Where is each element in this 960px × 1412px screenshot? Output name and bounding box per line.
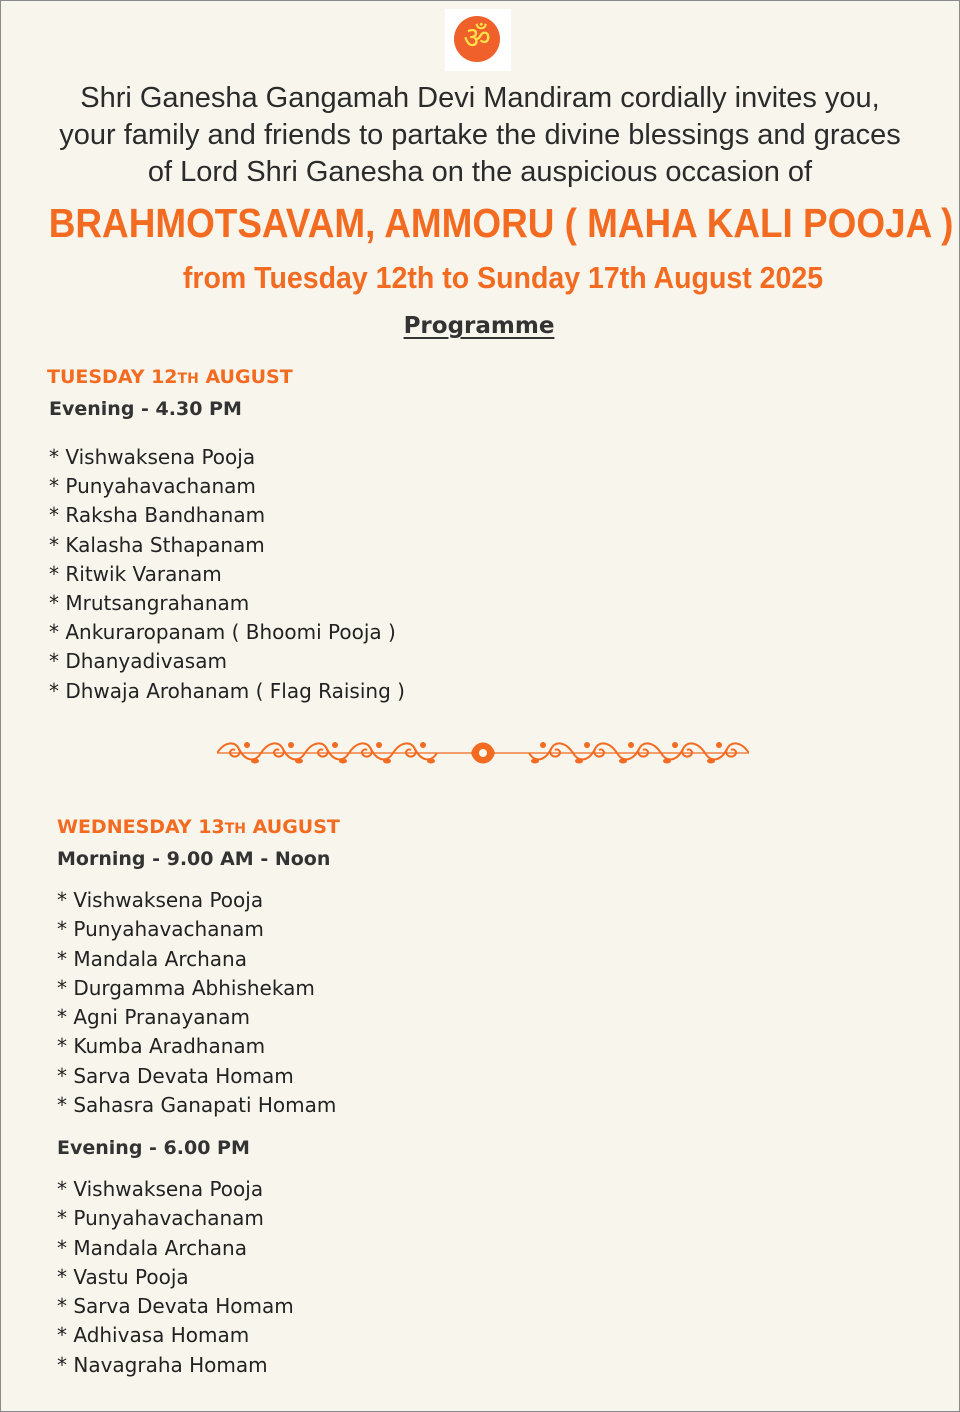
list-item: * Mandala Archana	[57, 1234, 294, 1263]
item-list-wednesday-evening	[57, 1175, 294, 1380]
day-name: WEDNESDAY 13	[57, 816, 225, 838]
list-item: * Punyahavachanam	[49, 472, 405, 501]
list-item: * Vishwaksena Pooja	[57, 1175, 294, 1204]
list-item: * Kalasha Sthapanam	[49, 531, 405, 560]
om-symbol: ॐ	[463, 21, 491, 56]
intro-line-1: Shri Ganesha Gangamah Devi Mandiram cordially invites you,	[80, 82, 880, 114]
event-title: BRAHMOTSAVAM, AMMORU ( MAHA KALI POOJA )	[48, 200, 954, 246]
invitation-text	[0, 80, 960, 191]
list-item: * Ankuraropanam ( Bhoomi Pooja )	[49, 618, 405, 647]
list-item: * Dhanyadivasam	[49, 647, 405, 676]
list-item: * Sarva Devata Homam	[57, 1062, 336, 1091]
list-item: * Vishwaksena Pooja	[57, 886, 336, 915]
programme-heading: Programme	[403, 313, 555, 339]
day-name: TUESDAY 12	[47, 366, 178, 388]
list-item: * Ritwik Varanam	[49, 560, 405, 589]
list-item: * Durgamma Abhishekam	[57, 974, 336, 1003]
day-month: AUGUST	[252, 816, 340, 838]
om-icon	[454, 16, 500, 62]
intro-line-3: of Lord Shri Ganesha on the auspicious occasion of	[147, 156, 813, 188]
list-item: * Mandala Archana	[57, 945, 336, 974]
om-logo	[445, 9, 511, 71]
item-list-tuesday-evening	[49, 443, 405, 706]
floral-divider-icon	[217, 735, 749, 771]
session-wednesday-morning: Morning - 9.00 AM - Noon	[57, 848, 331, 870]
list-item: * Agni Pranayanam	[57, 1003, 336, 1032]
day-heading-wednesday	[57, 815, 340, 841]
list-item: * Navagraha Homam	[57, 1351, 294, 1380]
day-suffix: TH	[177, 371, 199, 387]
list-item: * Punyahavachanam	[57, 1204, 294, 1233]
event-dates: from Tuesday 12th to Sunday 17th August 2025	[182, 260, 824, 295]
session-tuesday-evening: Evening - 4.30 PM	[49, 398, 242, 420]
list-item: * Vastu Pooja	[57, 1263, 294, 1292]
list-item: * Punyahavachanam	[57, 915, 336, 944]
intro-line-2: your family and friends to partake the divine blessings and graces	[59, 119, 901, 151]
day-month: AUGUST	[205, 366, 293, 388]
list-item: * Vishwaksena Pooja	[49, 443, 405, 472]
list-item: * Dhwaja Arohanam ( Flag Raising )	[49, 677, 405, 706]
list-item: * Sahasra Ganapati Homam	[57, 1091, 336, 1120]
list-item: * Adhivasa Homam	[57, 1321, 294, 1350]
list-item: * Kumba Aradhanam	[57, 1032, 336, 1061]
list-item: * Mrutsangrahanam	[49, 589, 405, 618]
list-item: * Raksha Bandhanam	[49, 501, 405, 530]
list-item: * Sarva Devata Homam	[57, 1292, 294, 1321]
item-list-wednesday-morning	[57, 886, 336, 1120]
session-wednesday-evening: Evening - 6.00 PM	[57, 1137, 250, 1159]
day-suffix: TH	[224, 821, 247, 837]
day-heading-tuesday	[47, 365, 293, 391]
